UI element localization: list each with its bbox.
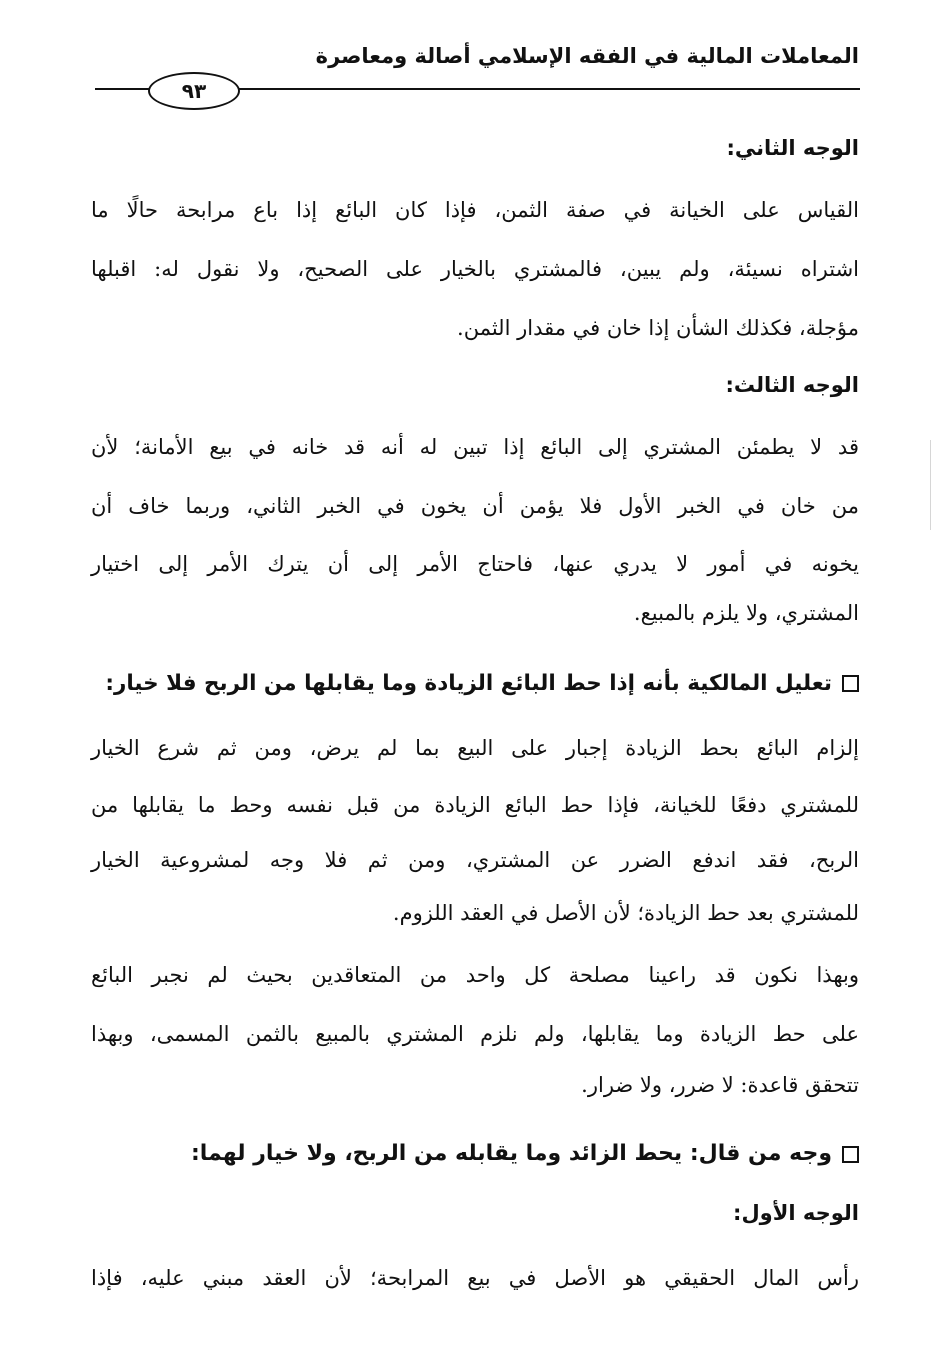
paragraph-line: قد لا يطمئن المشتري إلى البائع إذا تبين له أنه قد خانه في بيع الأمانة؛ لأن xyxy=(91,435,859,459)
square-bullet-icon xyxy=(842,1146,859,1163)
paragraph-line: رأس المال الحقيقي هو الأصل في بيع المرابحة؛ لأن العقد مبني عليه، فإذا xyxy=(91,1266,859,1290)
paragraph-line: الربح، فقد اندفع الضرر عن المشتري، ومن ثم فلا وجه لمشروعية الخيار xyxy=(91,848,859,872)
section-heading-maliki xyxy=(91,673,859,695)
section-heading-reduce xyxy=(91,1143,859,1165)
paragraph-line: إلزام البائع بحط الزيادة إجبار على البيع بما لم يرض، ومن ثم شرع الخيار xyxy=(91,736,859,760)
paragraph-line: مؤجلة، فكذلك الشأن إذا خان في مقدار الثمن. xyxy=(457,316,859,340)
paragraph-line: تتحقق قاعدة: لا ضرر، ولا ضرار. xyxy=(581,1073,859,1097)
paragraph-line: على حط الزيادة وما يقابلها، ولم نلزم المشتري بالمبيع بالثمن المسمى، وبهذا xyxy=(91,1022,859,1046)
subheading-third-aspect: الوجه الثالث: xyxy=(725,373,859,397)
subheading-second-aspect: الوجه الثاني: xyxy=(726,136,859,160)
paragraph-line: للمشتري بعد حط الزيادة؛ لأن الأصل في العقد اللزوم. xyxy=(392,901,859,925)
square-bullet-icon xyxy=(842,675,859,692)
subheading-first-aspect: الوجه الأول: xyxy=(733,1201,859,1225)
running-header-title: المعاملات المالية في الفقه الإسلامي أصالة ومعاصرة xyxy=(315,44,859,68)
paragraph-line: القياس على الخيانة في صفة الثمن، فإذا كان البائع إذا باع مرابحة حالًا ما xyxy=(91,198,859,222)
section-heading-text: وجه من قال: يحط الزائد وما يقابله من الربح، ولا خيار لهما: xyxy=(190,1141,832,1166)
paragraph-line: اشتراه نسيئة، ولم يبين، فالمشتري بالخيار على الصحيح، ولا نقول له: اقبلها xyxy=(91,257,859,281)
page-number: ٩٣ xyxy=(148,72,240,110)
section-heading-text: تعليل المالكية بأنه إذا حط البائع الزيادة وما يقابلها من الربح فلا خيار: xyxy=(105,671,832,696)
scan-artifact xyxy=(930,440,931,530)
paragraph-line: للمشتري دفعًا للخيانة، فإذا حط البائع الزيادة من قبل نفسه وحط ما يقابلها من xyxy=(91,793,859,817)
paragraph-line: وبهذا نكون قد راعينا مصلحة كل واحد من المتعاقدين بحيث لم نجبر البائع xyxy=(91,963,859,987)
paragraph-line: يخونه في أمور لا يدري عنها، فاحتاج الأمر إلى أن يترك الأمر إلى اختيار xyxy=(91,552,859,576)
paragraph-line: من خان في الخبر الأول فلا يؤمن أن يخون في الخبر الثاني، وربما خاف أن xyxy=(91,494,859,518)
paragraph-line: المشتري، ولا يلزم بالمبيع. xyxy=(633,601,859,625)
